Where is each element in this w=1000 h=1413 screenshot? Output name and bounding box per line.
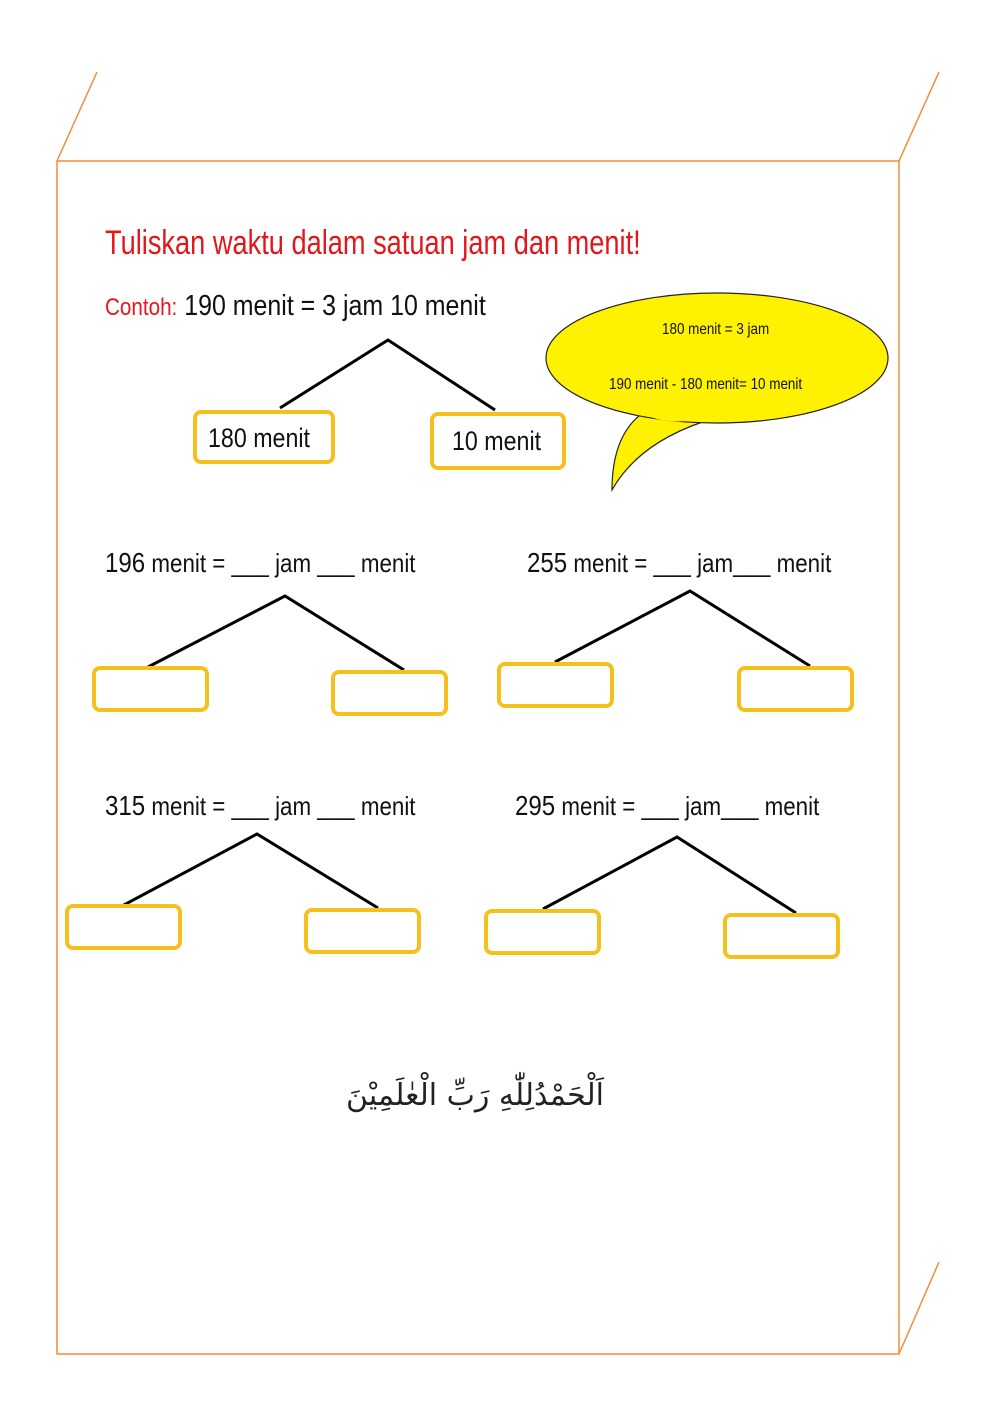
example-label: Contoh:: [105, 294, 178, 321]
question-4: [515, 790, 819, 822]
question-2-text: menit = ___ jam___ menit: [567, 548, 832, 578]
page-frame: [57, 72, 939, 1354]
q4-answer-box-hours[interactable]: [484, 909, 601, 955]
example-box-right-label: 10 menit: [452, 426, 542, 456]
q2-answer-box-minutes[interactable]: [737, 666, 854, 712]
q3-answer-box-minutes[interactable]: [304, 908, 421, 954]
q4-branch: [543, 837, 796, 913]
question-1: [105, 547, 416, 579]
example-branch: [280, 340, 495, 410]
q4-answer-box-minutes[interactable]: [723, 913, 840, 959]
closing-phrase: اَلْحَمْدُلِلّٰهِ رَبِّ الْعٰلَمِيْنَ: [345, 1078, 604, 1113]
q2-answer-box-hours[interactable]: [497, 662, 614, 708]
worksheet-title: Tuliskan waktu dalam satuan jam dan menit!: [105, 224, 641, 262]
frame-corner-top-left: [57, 72, 97, 161]
question-1-text: menit = ___ jam ___ menit: [145, 548, 416, 578]
question-4-number: 295: [515, 790, 556, 821]
q1-answer-box-hours[interactable]: [92, 666, 209, 712]
example-line: [105, 290, 486, 323]
question-1-number: 196: [105, 547, 146, 578]
q1-branch: [148, 596, 404, 670]
frame-corner-bottom-right: [899, 1262, 939, 1354]
example-equation: 190 menit = 3 jam 10 menit: [184, 290, 486, 322]
question-4-text: menit = ___ jam___ menit: [555, 791, 820, 821]
frame-corner-top-right: [899, 72, 939, 161]
bubble-text-1: 180 menit = 3 jam: [662, 321, 770, 338]
bubble-text-2: 190 menit - 180 menit= 10 menit: [609, 376, 803, 393]
q3-branch: [122, 834, 378, 908]
example-box-left-label: 180 menit: [208, 423, 310, 453]
q2-branch: [555, 591, 810, 666]
question-2: [527, 547, 831, 579]
question-3-text: menit = ___ jam ___ menit: [145, 791, 416, 821]
question-3: [105, 790, 416, 822]
question-2-number: 255: [527, 547, 568, 578]
q3-answer-box-hours[interactable]: [65, 904, 182, 950]
q1-answer-box-minutes[interactable]: [331, 670, 448, 716]
question-3-number: 315: [105, 790, 146, 821]
